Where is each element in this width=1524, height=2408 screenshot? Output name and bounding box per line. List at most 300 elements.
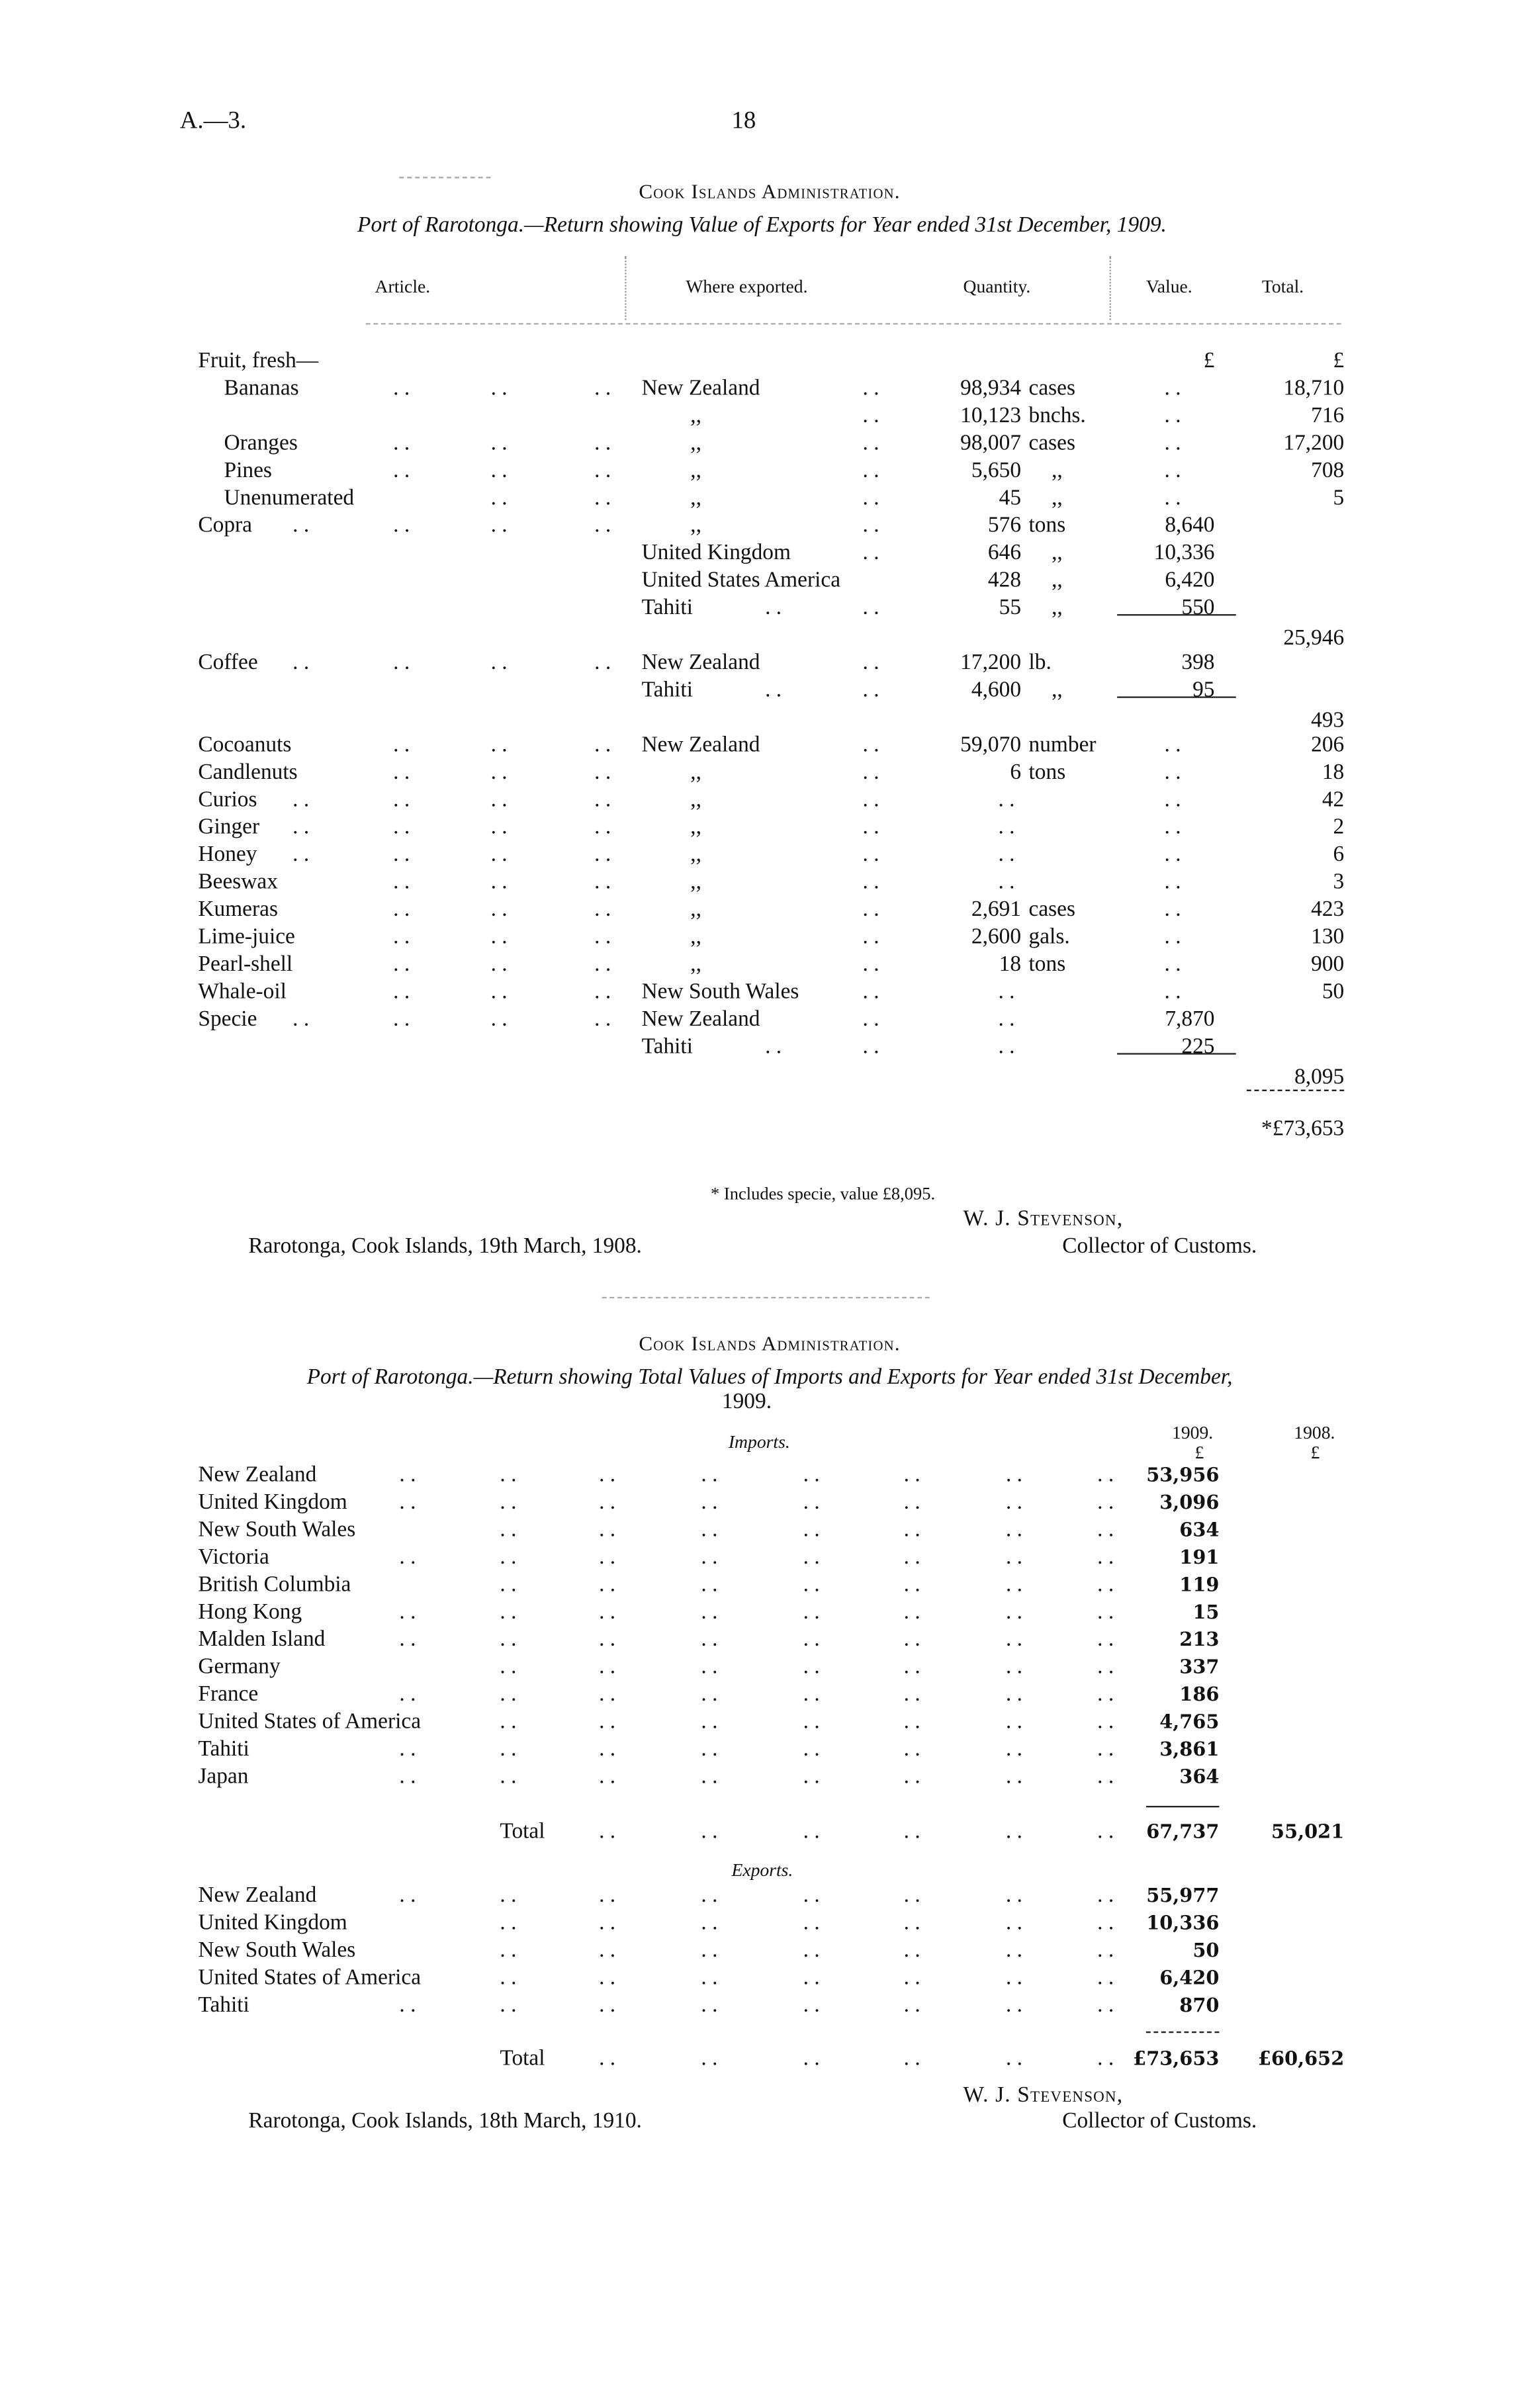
leader-dots: . . bbox=[862, 1034, 879, 1059]
leader-dots: . . bbox=[594, 924, 611, 950]
destination: ,, bbox=[690, 486, 701, 511]
leader-dots: . . bbox=[862, 787, 879, 813]
leader-dots: . . bbox=[903, 1965, 920, 1990]
leader-dots: . . bbox=[594, 733, 611, 758]
leader-dots: . . bbox=[399, 1462, 416, 1488]
leader-dots: . . bbox=[862, 678, 879, 703]
leader-dots: . . bbox=[803, 1819, 820, 1844]
destination: Tahiti bbox=[641, 1034, 694, 1059]
value-1908: 55,021 bbox=[1271, 1819, 1345, 1843]
leader-dots: . . bbox=[862, 760, 879, 785]
leader-dots: . . bbox=[701, 1490, 718, 1515]
article-name: Whale-oil bbox=[198, 979, 287, 1004]
leader-dots: . . bbox=[701, 1910, 718, 1936]
leader-dots: . . bbox=[1097, 1709, 1114, 1734]
leader-dots: . . bbox=[594, 842, 611, 868]
quantity-unit: bnchs. bbox=[1028, 404, 1086, 429]
quantity: 576 bbox=[987, 513, 1022, 538]
leader-dots: . . bbox=[599, 1572, 616, 1597]
leader-dots: . . bbox=[1164, 870, 1181, 895]
destination: Tahiti bbox=[641, 596, 694, 621]
leader-dots: . . bbox=[1164, 431, 1181, 456]
leader-dots: . . bbox=[490, 376, 508, 401]
destination: ,, bbox=[690, 513, 701, 538]
leader-dots: . . bbox=[500, 1600, 517, 1625]
subtotal-rule bbox=[1146, 2031, 1220, 2033]
quantity: 6 bbox=[1010, 760, 1022, 785]
article-name: Honey bbox=[198, 842, 257, 868]
leader-dots: . . bbox=[903, 1993, 920, 2018]
leader-dots: . . bbox=[903, 1764, 920, 1789]
quantity-unit: lb. bbox=[1028, 650, 1052, 676]
quantity: 59,070 bbox=[960, 733, 1022, 758]
leader-dots: . . bbox=[399, 1600, 416, 1625]
leader-dots: . . bbox=[292, 787, 310, 813]
leader-dots: . . bbox=[701, 1517, 718, 1542]
leader-dots: . . bbox=[594, 431, 611, 456]
column-header-1909: 1909. bbox=[1172, 1421, 1214, 1443]
leader-dots: . . bbox=[1005, 1883, 1023, 1908]
country-name: New South Wales bbox=[198, 1938, 356, 1963]
leader-dots: . . bbox=[399, 1545, 416, 1570]
leader-dots: . . bbox=[490, 787, 508, 813]
leader-dots: . . bbox=[903, 1819, 920, 1844]
total: £ bbox=[1333, 349, 1345, 374]
quantity-unit: ,, bbox=[1052, 568, 1063, 593]
leader-dots: . . bbox=[1005, 1462, 1023, 1488]
leader-dots: . . bbox=[1097, 1682, 1114, 1707]
leader-dots: . . bbox=[594, 815, 611, 840]
value: 398 bbox=[1181, 650, 1215, 676]
leader-dots: . . bbox=[862, 650, 879, 676]
value-1909: 15 bbox=[1192, 1600, 1220, 1623]
destination: New South Wales bbox=[641, 979, 799, 1004]
leader-dots: . . bbox=[903, 1490, 920, 1515]
leader-dots: . . bbox=[998, 1034, 1015, 1059]
leader-dots: . . bbox=[862, 815, 879, 840]
leader-dots: . . bbox=[803, 1627, 820, 1652]
total: 8,095 bbox=[1294, 1065, 1345, 1090]
leader-dots: . . bbox=[393, 952, 410, 977]
quantity-unit: cases bbox=[1028, 897, 1075, 922]
leader-dots: . . bbox=[594, 459, 611, 484]
signature-name-2: W. J. Stevenson, bbox=[963, 2083, 1124, 2108]
leader-dots: . . bbox=[1097, 1993, 1114, 2018]
leader-dots: . . bbox=[998, 1007, 1015, 1032]
leader-dots: . . bbox=[393, 979, 410, 1004]
leader-dots: . . bbox=[862, 870, 879, 895]
value: 550 bbox=[1181, 596, 1215, 621]
leader-dots: . . bbox=[903, 1883, 920, 1908]
leader-dots: . . bbox=[862, 541, 879, 566]
quantity-unit: tons bbox=[1028, 760, 1066, 785]
leader-dots: . . bbox=[490, 870, 508, 895]
value-1909: 3,861 bbox=[1159, 1737, 1220, 1760]
leader-dots: . . bbox=[862, 952, 879, 977]
leader-dots: . . bbox=[803, 1545, 820, 1570]
exports-title: Cook Islands Administration. bbox=[639, 179, 901, 203]
destination: United Kingdom bbox=[641, 541, 791, 566]
value-1909: 6,420 bbox=[1159, 1965, 1220, 1989]
quantity-unit: cases bbox=[1028, 431, 1075, 456]
leader-dots: . . bbox=[1164, 897, 1181, 922]
leader-dots: . . bbox=[701, 1600, 718, 1625]
leader-dots: . . bbox=[393, 1007, 410, 1032]
leader-dots: . . bbox=[862, 596, 879, 621]
leader-dots: . . bbox=[765, 596, 782, 621]
leader-dots: . . bbox=[862, 431, 879, 456]
destination: ,, bbox=[690, 924, 701, 950]
divider bbox=[602, 1297, 930, 1298]
destination: ,, bbox=[690, 760, 701, 785]
leader-dots: . . bbox=[701, 1709, 718, 1734]
leader-dots: . . bbox=[599, 1910, 616, 1936]
leader-dots: . . bbox=[490, 1007, 508, 1032]
country-name: New Zealand bbox=[198, 1883, 317, 1908]
leader-dots: . . bbox=[701, 1737, 718, 1762]
country-name: Malden Island bbox=[198, 1627, 326, 1652]
article-name: Lime-juice bbox=[198, 924, 295, 950]
leader-dots: . . bbox=[903, 1709, 920, 1734]
leader-dots: . . bbox=[803, 1938, 820, 1963]
destination: ,, bbox=[690, 842, 701, 868]
leader-dots: . . bbox=[393, 650, 410, 676]
article-name: Fruit, fresh— bbox=[198, 349, 319, 374]
totals-subtitle-line2: 1909. bbox=[721, 1390, 772, 1415]
leader-dots: . . bbox=[490, 897, 508, 922]
leader-dots: . . bbox=[393, 897, 410, 922]
leader-dots: . . bbox=[500, 1545, 517, 1570]
leader-dots: . . bbox=[1005, 2046, 1023, 2071]
signature-name: W. J. Stevenson, bbox=[963, 1206, 1124, 1231]
leader-dots: . . bbox=[599, 1938, 616, 1963]
country-name: New Zealand bbox=[198, 1462, 317, 1488]
quantity: 17,200 bbox=[960, 650, 1022, 676]
grand-total-rule bbox=[1247, 1090, 1344, 1091]
country-name: United Kingdom bbox=[198, 1910, 347, 1936]
leader-dots: . . bbox=[594, 897, 611, 922]
leader-dots: . . bbox=[490, 760, 508, 785]
total: 708 bbox=[1311, 459, 1345, 484]
leader-dots: . . bbox=[500, 1462, 517, 1488]
destination: New Zealand bbox=[641, 1007, 760, 1032]
destination: ,, bbox=[690, 897, 701, 922]
leader-dots: . . bbox=[393, 870, 410, 895]
leader-dots: . . bbox=[998, 815, 1015, 840]
country-name: Victoria bbox=[198, 1545, 269, 1570]
quantity: 45 bbox=[999, 486, 1022, 511]
leader-dots: . . bbox=[862, 897, 879, 922]
article-name: Copra bbox=[198, 513, 253, 538]
total: 6 bbox=[1333, 842, 1345, 868]
quantity-unit: ,, bbox=[1052, 596, 1063, 621]
leader-dots: . . bbox=[701, 1938, 718, 1963]
total: 716 bbox=[1311, 404, 1345, 429]
leader-dots: . . bbox=[1164, 760, 1181, 785]
article-name: Unenumerated bbox=[224, 486, 355, 511]
leader-dots: . . bbox=[1005, 1819, 1023, 1844]
leader-dots: . . bbox=[1164, 787, 1181, 813]
leader-dots: . . bbox=[1005, 1600, 1023, 1625]
leader-dots: . . bbox=[803, 1764, 820, 1789]
leader-dots: . . bbox=[399, 1883, 416, 1908]
country-name: Tahiti bbox=[198, 1993, 249, 2018]
total: 5 bbox=[1333, 486, 1345, 511]
leader-dots: . . bbox=[701, 1572, 718, 1597]
leader-dots: . . bbox=[594, 952, 611, 977]
leader-dots: . . bbox=[393, 787, 410, 813]
leader-dots: . . bbox=[500, 1572, 517, 1597]
leader-dots: . . bbox=[1005, 1938, 1023, 1963]
value-1909: 870 bbox=[1179, 1993, 1220, 2016]
value-1909: 191 bbox=[1179, 1545, 1220, 1568]
leader-dots: . . bbox=[500, 1682, 517, 1707]
place-date: Rarotonga, Cook Islands, 19th March, 1908. bbox=[248, 1234, 642, 1259]
total: 50 bbox=[1322, 979, 1345, 1004]
leader-dots: . . bbox=[903, 1572, 920, 1597]
value-1909: 53,956 bbox=[1146, 1462, 1220, 1486]
column-divider bbox=[1110, 256, 1111, 320]
leader-dots: . . bbox=[594, 787, 611, 813]
leader-dots: . . bbox=[393, 431, 410, 456]
total: 25,946 bbox=[1283, 626, 1345, 651]
article-name: Pearl-shell bbox=[198, 952, 293, 977]
leader-dots: . . bbox=[490, 842, 508, 868]
leader-dots: . . bbox=[701, 1993, 718, 2018]
leader-dots: . . bbox=[490, 924, 508, 950]
quantity-unit: ,, bbox=[1052, 678, 1063, 703]
exports-label: Exports. bbox=[731, 1859, 793, 1881]
leader-dots: . . bbox=[1097, 1910, 1114, 1936]
article-name: Cocoanuts bbox=[198, 733, 292, 758]
exports-subtitle: Port of Rarotonga.—Return showing Value of Exports for Year ended 31st December, 1909. bbox=[357, 213, 1167, 238]
total: 206 bbox=[1311, 733, 1345, 758]
value: £ bbox=[1203, 349, 1215, 374]
leader-dots: . . bbox=[1164, 733, 1181, 758]
leader-dots: . . bbox=[903, 1682, 920, 1707]
leader-dots: . . bbox=[599, 1883, 616, 1908]
leader-dots: . . bbox=[1005, 1490, 1023, 1515]
total: 130 bbox=[1311, 924, 1345, 950]
leader-dots: . . bbox=[490, 733, 508, 758]
leader-dots: . . bbox=[701, 2046, 718, 2071]
quantity: 2,600 bbox=[971, 924, 1022, 950]
value-1909: 4,765 bbox=[1159, 1709, 1220, 1733]
leader-dots: . . bbox=[803, 1737, 820, 1762]
leader-dots: . . bbox=[599, 1819, 616, 1844]
leader-dots: . . bbox=[701, 1627, 718, 1652]
leader-dots: . . bbox=[599, 1490, 616, 1515]
country-name: New South Wales bbox=[198, 1517, 356, 1542]
destination: ,, bbox=[690, 404, 701, 429]
leader-dots: . . bbox=[862, 924, 879, 950]
total: 423 bbox=[1311, 897, 1345, 922]
total: 3 bbox=[1333, 870, 1345, 895]
leader-dots: . . bbox=[803, 1993, 820, 2018]
leader-dots: . . bbox=[1164, 376, 1181, 401]
leader-dots: . . bbox=[803, 1682, 820, 1707]
divider bbox=[399, 177, 490, 178]
leader-dots: . . bbox=[393, 815, 410, 840]
leader-dots: . . bbox=[1164, 486, 1181, 511]
leader-dots: . . bbox=[399, 1627, 416, 1652]
destination: New Zealand bbox=[641, 376, 760, 401]
leader-dots: . . bbox=[1164, 842, 1181, 868]
destination: ,, bbox=[690, 815, 701, 840]
quantity-unit: cases bbox=[1028, 376, 1075, 401]
value-1908: £60,652 bbox=[1258, 2046, 1345, 2070]
leader-dots: . . bbox=[1005, 1737, 1023, 1762]
value-1909: 186 bbox=[1179, 1682, 1220, 1706]
leader-dots: . . bbox=[500, 1883, 517, 1908]
leader-dots: . . bbox=[803, 1490, 820, 1515]
total: 18,710 bbox=[1283, 376, 1345, 401]
quantity: 55 bbox=[999, 596, 1022, 621]
article-name: Pines bbox=[224, 459, 272, 484]
quantity: 18 bbox=[999, 952, 1022, 977]
leader-dots: . . bbox=[1005, 1655, 1023, 1679]
leader-dots: . . bbox=[292, 842, 310, 868]
total-label: Total bbox=[500, 2046, 545, 2071]
leader-dots: . . bbox=[1097, 1737, 1114, 1762]
value: 6,420 bbox=[1165, 568, 1215, 593]
leader-dots: . . bbox=[292, 815, 310, 840]
signature-title: Collector of Customs. bbox=[1062, 1234, 1257, 1259]
destination: ,, bbox=[690, 787, 701, 813]
leader-dots: . . bbox=[490, 513, 508, 538]
leader-dots: . . bbox=[1005, 1965, 1023, 1990]
currency-1909: £ bbox=[1194, 1441, 1204, 1463]
value-1909: 3,096 bbox=[1159, 1490, 1220, 1513]
place-date-2: Rarotonga, Cook Islands, 18th March, 1910. bbox=[248, 2109, 642, 2134]
leader-dots: . . bbox=[292, 513, 310, 538]
leader-dots: . . bbox=[862, 733, 879, 758]
quantity-unit: ,, bbox=[1052, 459, 1063, 484]
leader-dots: . . bbox=[500, 1627, 517, 1652]
leader-dots: . . bbox=[903, 1737, 920, 1762]
leader-dots: . . bbox=[399, 1490, 416, 1515]
leader-dots: . . bbox=[1097, 1572, 1114, 1597]
leader-dots: . . bbox=[701, 1462, 718, 1488]
leader-dots: . . bbox=[903, 1462, 920, 1488]
article-name: Candlenuts bbox=[198, 760, 298, 785]
leader-dots: . . bbox=[1005, 1910, 1023, 1936]
leader-dots: . . bbox=[862, 486, 879, 511]
total: 18 bbox=[1322, 760, 1345, 785]
leader-dots: . . bbox=[998, 870, 1015, 895]
country-name: France bbox=[198, 1682, 259, 1707]
leader-dots: . . bbox=[490, 815, 508, 840]
leader-dots: . . bbox=[803, 1572, 820, 1597]
leader-dots: . . bbox=[599, 1993, 616, 2018]
leader-dots: . . bbox=[393, 513, 410, 538]
leader-dots: . . bbox=[1005, 1682, 1023, 1707]
quantity: 4,600 bbox=[971, 678, 1022, 703]
totals-subtitle-line1: Port of Rarotonga.—Return showing Total Values of Imports and Exports for Year ended 31st December, bbox=[306, 1365, 1233, 1390]
article-name: Ginger bbox=[198, 815, 260, 840]
article-name: Beeswax bbox=[198, 870, 278, 895]
quantity: 98,007 bbox=[960, 431, 1022, 456]
destination: ,, bbox=[690, 459, 701, 484]
column-header-article: Article. bbox=[375, 275, 431, 298]
totals-title: Cook Islands Administration. bbox=[639, 1331, 901, 1355]
quantity: 2,691 bbox=[971, 897, 1022, 922]
document-reference: A.—3. bbox=[179, 108, 247, 134]
leader-dots: . . bbox=[903, 1545, 920, 1570]
leader-dots: . . bbox=[500, 1993, 517, 2018]
leader-dots: . . bbox=[903, 2046, 920, 2071]
leader-dots: . . bbox=[594, 650, 611, 676]
leader-dots: . . bbox=[599, 1462, 616, 1488]
subtotal-rule bbox=[1117, 1053, 1236, 1054]
leader-dots: . . bbox=[803, 1883, 820, 1908]
value-1909: 634 bbox=[1179, 1517, 1220, 1541]
leader-dots: . . bbox=[599, 1682, 616, 1707]
leader-dots: . . bbox=[399, 1993, 416, 2018]
quantity: 98,934 bbox=[960, 376, 1022, 401]
leader-dots: . . bbox=[399, 1682, 416, 1707]
column-header-value: Value. bbox=[1145, 275, 1192, 298]
quantity: 5,650 bbox=[971, 459, 1022, 484]
leader-dots: . . bbox=[500, 1517, 517, 1542]
subtotal-rule bbox=[1146, 1806, 1220, 1807]
leader-dots: . . bbox=[803, 1600, 820, 1625]
leader-dots: . . bbox=[1164, 952, 1181, 977]
value-1909: 67,737 bbox=[1146, 1819, 1220, 1843]
article-name: Curios bbox=[198, 787, 257, 813]
destination: Tahiti bbox=[641, 678, 694, 703]
leader-dots: . . bbox=[701, 1883, 718, 1908]
total: 493 bbox=[1311, 708, 1345, 733]
quantity: 646 bbox=[987, 541, 1022, 566]
leader-dots: . . bbox=[803, 2046, 820, 2071]
leader-dots: . . bbox=[1005, 1993, 1023, 2018]
leader-dots: . . bbox=[1097, 1764, 1114, 1789]
leader-dots: . . bbox=[292, 650, 310, 676]
signature-title-2: Collector of Customs. bbox=[1062, 2109, 1257, 2134]
total: 42 bbox=[1322, 787, 1345, 813]
value-1909: 337 bbox=[1179, 1655, 1220, 1678]
leader-dots: . . bbox=[599, 1517, 616, 1542]
leader-dots: . . bbox=[862, 459, 879, 484]
leader-dots: . . bbox=[1097, 1938, 1114, 1963]
value: 8,640 bbox=[1165, 513, 1215, 538]
value-1909: 213 bbox=[1179, 1627, 1220, 1651]
country-name: United States of America bbox=[198, 1965, 422, 1990]
destination: New Zealand bbox=[641, 733, 760, 758]
total: *£73,653 bbox=[1261, 1117, 1345, 1141]
leader-dots: . . bbox=[1097, 1517, 1114, 1542]
leader-dots: . . bbox=[490, 650, 508, 676]
leader-dots: . . bbox=[1097, 2046, 1114, 2071]
leader-dots: . . bbox=[1005, 1709, 1023, 1734]
leader-dots: . . bbox=[701, 1545, 718, 1570]
column-divider bbox=[625, 256, 626, 320]
leader-dots: . . bbox=[594, 513, 611, 538]
leader-dots: . . bbox=[490, 952, 508, 977]
quantity: 10,123 bbox=[960, 404, 1022, 429]
value: 7,870 bbox=[1165, 1007, 1215, 1032]
leader-dots: . . bbox=[393, 760, 410, 785]
leader-dots: . . bbox=[1097, 1600, 1114, 1625]
leader-dots: . . bbox=[765, 678, 782, 703]
leader-dots: . . bbox=[765, 1034, 782, 1059]
leader-dots: . . bbox=[1097, 1627, 1114, 1652]
leader-dots: . . bbox=[1097, 1545, 1114, 1570]
leader-dots: . . bbox=[701, 1819, 718, 1844]
leader-dots: . . bbox=[862, 376, 879, 401]
leader-dots: . . bbox=[500, 1764, 517, 1789]
